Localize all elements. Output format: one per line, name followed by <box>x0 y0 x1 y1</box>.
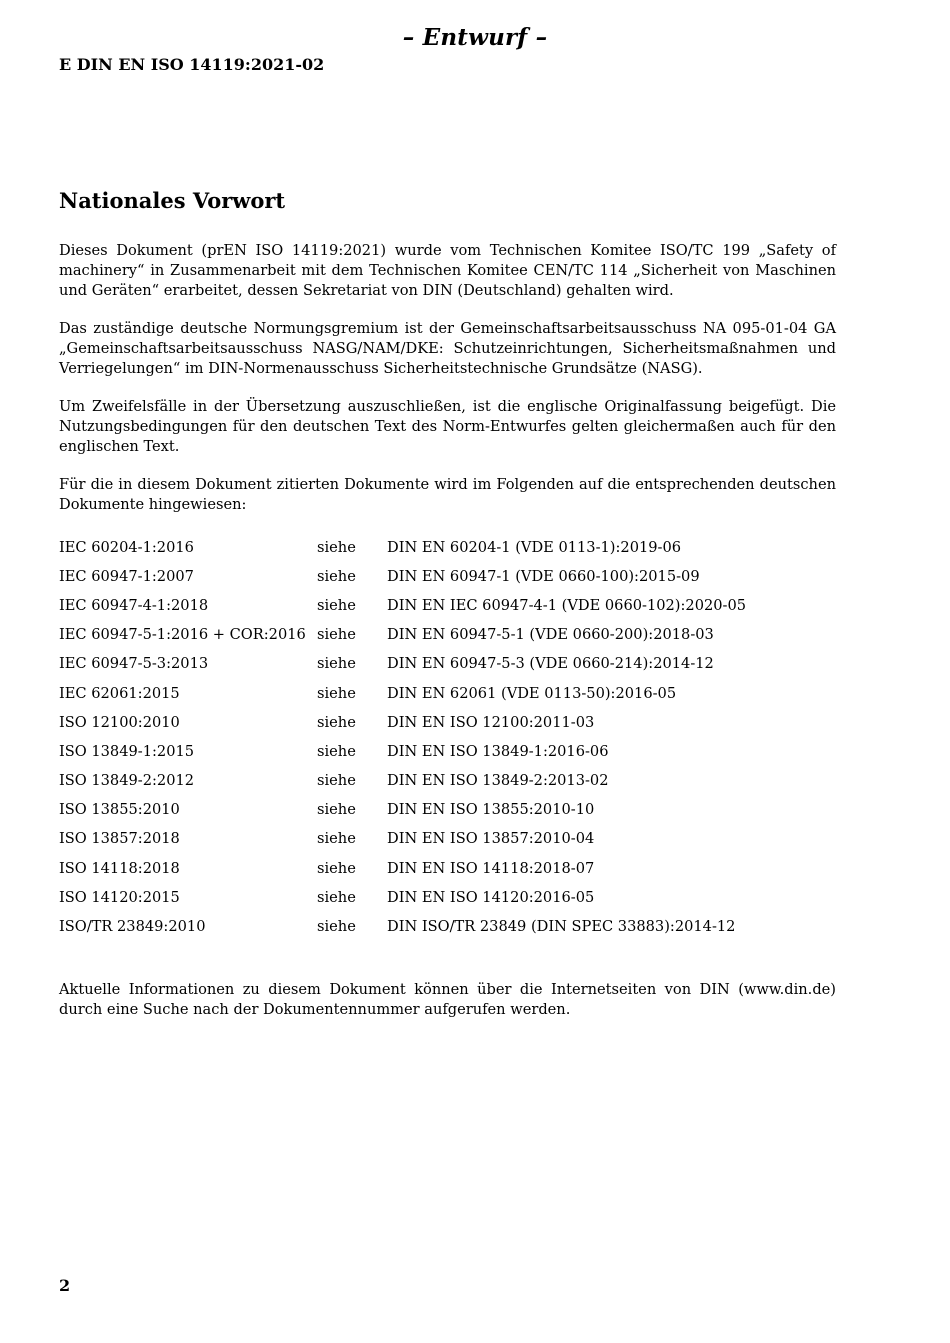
reference-source: ISO 13857:2018 <box>59 830 180 848</box>
table-row <box>59 621 746 650</box>
reference-see: siehe <box>317 859 356 877</box>
table-row <box>59 533 746 562</box>
table-row <box>59 825 746 854</box>
reference-see: siehe <box>317 596 356 614</box>
section-title: Nationales Vorwort <box>59 188 286 213</box>
reference-see: siehe <box>317 538 356 556</box>
reference-target: DIN EN 60947-5-1 (VDE 0660-200):2018-03 <box>387 626 714 644</box>
reference-target: DIN EN IEC 60947-4-1 (VDE 0660-102):2020-05 <box>387 596 747 614</box>
reference-target: DIN EN 60947-5-3 (VDE 0660-214):2014-12 <box>387 655 714 673</box>
reference-source: IEC 62061:2015 <box>59 684 180 702</box>
table-row <box>59 912 746 941</box>
reference-target: DIN EN ISO 13849-1:2016-06 <box>387 742 609 760</box>
table-row <box>59 767 746 796</box>
paragraph: Dieses Dokument (prEN ISO 14119:2021) wurde vom Technischen Komitee ISO/TC 199 „Safety of machinery“ in Zusammenarbeit mit dem Technischen Komitee CEN/TC 114 „Sicherheit von Maschinen und Geräten“ erarbeitet, dessen Sekretariat von DIN (Deutschland) gehalten wird. <box>59 242 836 299</box>
table-row <box>59 796 746 825</box>
reference-target: DIN EN ISO 13857:2010-04 <box>387 830 595 848</box>
reference-source: IEC 60947-5-1:2016 + COR:2016 <box>59 626 306 644</box>
reference-source: IEC 60947-1:2007 <box>59 567 194 585</box>
page-number: 2 <box>59 1276 71 1295</box>
paragraph: Das zuständige deutsche Normungsgremium ist der Gemeinschaftsarbeitsausschuss NA 095-01-04 GA „Gemeinschaftsarbeitsausschuss NASG/NAM/DKE: Schutzeinrichtungen, Sicherheitsmaßnahmen und Verriegelungen“ im DIN-Normenausschuss Sicherheitstechnische Grundsätze (NASG). <box>59 320 836 377</box>
draft-label: – Entwurf – <box>402 24 548 51</box>
foreword-body <box>59 241 836 942</box>
reference-see: siehe <box>317 684 356 702</box>
reference-target: DIN EN ISO 13849-2:2013-02 <box>387 772 609 790</box>
reference-target: DIN EN ISO 12100:2011-03 <box>387 713 595 731</box>
reference-source: ISO 14120:2015 <box>59 888 180 906</box>
reference-target: DIN EN 60204-1 (VDE 0113-1):2019-06 <box>387 538 682 556</box>
paragraph: Um Zweifelsfälle in der Übersetzung auszuschließen, ist die englische Originalfassung beigefügt. Die Nutzungsbedingungen für den deutschen Text des Norm-Entwurfes gelten gleichermaßen auch für den englischen Text. <box>59 398 836 455</box>
table-row <box>59 562 746 591</box>
paragraph: Für die in diesem Dokument zitierten Dokumente wird im Folgenden auf die entsprechenden deutschen Dokumente hingewiesen: <box>59 476 836 513</box>
table-row <box>59 650 746 679</box>
reference-source: ISO 13849-2:2012 <box>59 772 195 790</box>
reference-source: IEC 60947-4-1:2018 <box>59 596 209 614</box>
reference-source: ISO 13849-1:2015 <box>59 742 195 760</box>
reference-target: DIN ISO/TR 23849 (DIN SPEC 33883):2014-12 <box>387 918 736 936</box>
table-row <box>59 737 746 766</box>
footer-note: Aktuelle Informationen zu diesem Dokument können über die Internetseiten von DIN (www.din.de) durch eine Suche nach der Dokumentennummer aufgerufen werden. <box>59 981 836 1018</box>
table-row <box>59 708 746 737</box>
reference-target: DIN EN ISO 13855:2010-10 <box>387 801 595 819</box>
reference-source: ISO 14118:2018 <box>59 859 180 877</box>
reference-target: DIN EN ISO 14118:2018-07 <box>387 859 595 877</box>
reference-see: siehe <box>317 830 356 848</box>
table-row <box>59 679 746 708</box>
reference-source: ISO 12100:2010 <box>59 713 180 731</box>
reference-see: siehe <box>317 713 356 731</box>
reference-see: siehe <box>317 801 356 819</box>
reference-source: IEC 60947-5-3:2013 <box>59 655 209 673</box>
reference-source: ISO 13855:2010 <box>59 801 180 819</box>
table-row <box>59 591 746 620</box>
table-row <box>59 883 746 912</box>
reference-see: siehe <box>317 567 356 585</box>
reference-target: DIN EN 60947-1 (VDE 0660-100):2015-09 <box>387 567 700 585</box>
table-row <box>59 854 746 883</box>
reference-see: siehe <box>317 918 356 936</box>
reference-see: siehe <box>317 626 356 644</box>
reference-target: DIN EN ISO 14120:2016-05 <box>387 888 595 906</box>
reference-source: ISO/TR 23849:2010 <box>59 918 206 936</box>
document-id: E DIN EN ISO 14119:2021-02 <box>59 55 325 74</box>
reference-see: siehe <box>317 655 356 673</box>
reference-target: DIN EN 62061 (VDE 0113-50):2016-05 <box>387 684 677 702</box>
reference-see: siehe <box>317 772 356 790</box>
reference-see: siehe <box>317 888 356 906</box>
reference-see: siehe <box>317 742 356 760</box>
reference-table <box>59 533 746 942</box>
reference-source: IEC 60204-1:2016 <box>59 538 194 556</box>
